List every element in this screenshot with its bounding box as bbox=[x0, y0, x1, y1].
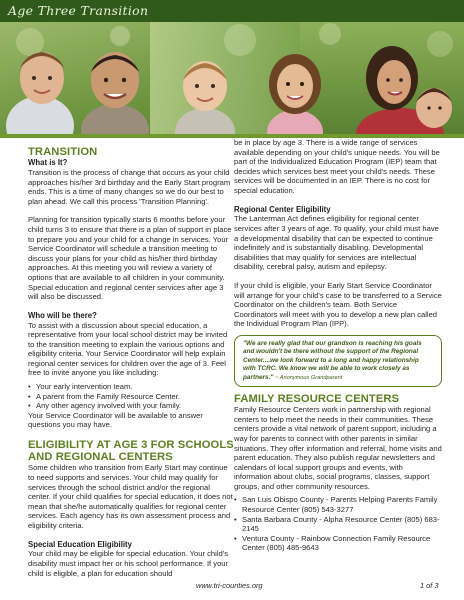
sped-heading: Special Education Eligibility bbox=[28, 539, 132, 549]
website-link[interactable]: www.tri-counties.org bbox=[196, 581, 263, 590]
list-item: • Santa Barbara County - Alpha Resource Center (805) 683-2145 bbox=[234, 515, 442, 534]
photo-strip bbox=[0, 22, 464, 134]
list-item: • Your early intervention team. bbox=[28, 382, 234, 392]
rc-eligibility-text: The Lanterman Act defines eligibility for regional center services after 3 years of age. To qualify, your child must have a developmental disability that can be expected to continue indefinitely and is substantially disabling. Developmental disabilities that may qualify for services are intellectual disability, cerebral palsy, autism and epilepsy. bbox=[234, 214, 439, 272]
list-item: • Ventura County - Rainbow Connection Family Resource Center (805) 485-9643 bbox=[234, 534, 442, 553]
quote-author: ~ Anonymous Grandparent bbox=[275, 374, 343, 381]
who-after-text: Your Service Coordinator will be available to answer questions you may have. bbox=[28, 410, 203, 430]
sped-text: Your child may be eligible for special education. Your child's disability must impact her or his school performance. If your child is eligible, a plan for education should bbox=[28, 549, 229, 578]
frc-text: Family Resource Centers work in partnership with regional centers to help meet the needs in their communities. These centers provide a vital network of parent support, including a way for parents to connect with other parents in similar situations. They offer information and referral, home visits and parent education. They also publish regular newsletters and calendars of local support groups and events, with information about clubs, social programs, classes, support groups, and other community resources. bbox=[234, 405, 442, 491]
eligible-text: If your child is eligible, your Early Start Service Coordinator will arrange for your child's case to be transferred to a Service Coordinator on the children's team. Both Service Coordinators will meet with you to develop a new plan called the Individual Program Plan (IPP). bbox=[234, 280, 442, 329]
rc-eligibility-heading: Regional Center Eligibility bbox=[234, 204, 331, 214]
list-item: • Any other agency involved with your family. bbox=[28, 401, 234, 411]
who-text: To assist with a discussion about special education, a representative from your local school district may be invited to the transition meeting to explain the various options and eligibility criteria. Your Service Coordinator will help explain regional center services for children over the age of 3. Feel free to invite anyone you like including: bbox=[28, 320, 228, 378]
quote-text: "We are really glad that our grandson is reaching his goals and wouldn't be there without the support of the Regional Center....we look forward to a long and happy relationship with TCRC. We know we will be able to work closely as partners." bbox=[243, 339, 422, 381]
eligibility-heading: ELIGIBILITY AT AGE 3 FOR SCHOOLS AND REGIONAL CENTERS bbox=[28, 439, 234, 464]
child-photo-4 bbox=[267, 54, 323, 134]
who-list bbox=[28, 382, 234, 411]
transition-heading: TRANSITION bbox=[28, 146, 98, 158]
list-item: • San Luis Obispo County - Parents Helping Parents Family Resource Center (805) 543-3277 bbox=[234, 495, 442, 514]
what-is-it-text: Transition is the process of change that occurs as your child approaches his/her 3rd birthday and the Early Start program ends. This is a time of many changes so we do our best to plan ahead. We call this process 'Transition Planning'. bbox=[28, 168, 231, 206]
continued-text: be in place by age 3. There is a wide range of services available depending on your child's unique needs. You will be part of the Individualized Education Program (IEP) team that decides which services best meet your child's needs. These services will be documented in an IEP. There is no cost for special education. bbox=[234, 138, 440, 195]
header-banner bbox=[0, 0, 464, 22]
who-heading: Who will be there? bbox=[28, 310, 97, 320]
list-item: • A parent from the Family Resource Center. bbox=[28, 392, 234, 402]
page-number: 1 of 3 bbox=[420, 581, 439, 590]
frc-list bbox=[234, 495, 442, 553]
children-photos bbox=[0, 22, 464, 134]
left-column bbox=[28, 146, 234, 578]
frc-heading: FAMILY RESOURCE CENTERS bbox=[234, 392, 400, 405]
what-is-it-heading: What is It? bbox=[28, 158, 68, 168]
testimonial-quote bbox=[234, 335, 442, 387]
eligibility-text: Some children who transition from Early Start may continue to need supports and services. Your child may qualify for services through the school district and/or the regional center. If your child qualifies for special education, it does not mean that she/he automatically qualifies for regional center services. Each agency has its own assessment process and eligibility criteria. bbox=[28, 463, 233, 531]
planning-text: Planning for transition typically starts 6 months before your child turns 3 to ensure that there is a plan of support in place to prepare you and your child for a change in services. Your Service Coordinator will schedule a transition meeting to discuss your plans for your child as his/her third birthday approaches. At this meeting you will review a variety of options that are available to all children in your community. Special education and regional center services after age 3 will also be discussed. bbox=[28, 215, 232, 302]
right-column bbox=[234, 138, 442, 553]
page-title: Age Three Transition bbox=[8, 3, 149, 18]
